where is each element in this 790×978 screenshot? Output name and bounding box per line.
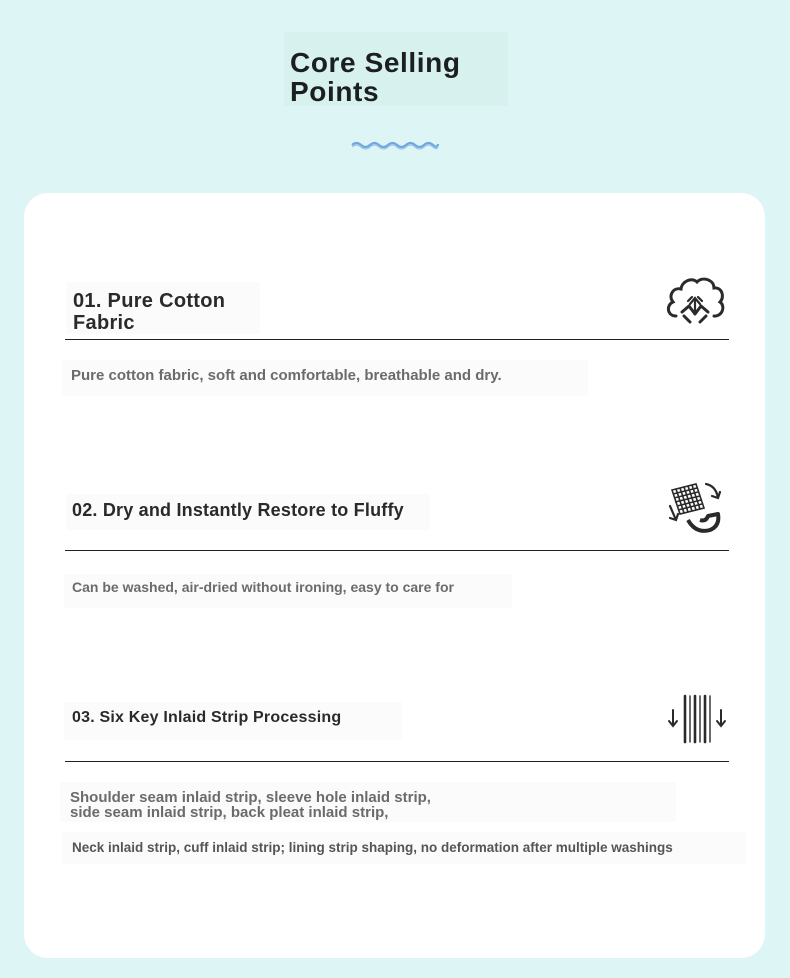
page-title: Core Selling Points bbox=[290, 47, 461, 107]
section-2-title: 02. Dry and Instantly Restore to Fluffy bbox=[72, 500, 404, 520]
section-3-rule bbox=[65, 761, 729, 762]
section-3-description-2: Neck inlaid strip, cuff inlaid strip; lining strip shaping, no deformation after multiple washings bbox=[72, 840, 673, 855]
section-2-rule bbox=[65, 550, 729, 551]
section-1-title: 01. Pure Cotton Fabric bbox=[73, 290, 226, 334]
section-2-description: Can be washed, air-dried without ironing, easy to care for bbox=[72, 579, 454, 595]
fabric-restore-icon bbox=[666, 480, 724, 536]
wave-divider-icon bbox=[350, 138, 440, 152]
section-3-description: Shoulder seam inlaid strip, sleeve hole inlaid strip, side seam inlaid strip, back pleat inlaid strip, bbox=[70, 789, 431, 821]
inlaid-strip-icon bbox=[664, 692, 728, 746]
section-3-title: 03. Six Key Inlaid Strip Processing bbox=[72, 709, 342, 726]
cotton-icon bbox=[664, 276, 726, 324]
section-1-rule bbox=[65, 339, 729, 340]
section-1-description: Pure cotton fabric, soft and comfortable, breathable and dry. bbox=[71, 367, 502, 384]
